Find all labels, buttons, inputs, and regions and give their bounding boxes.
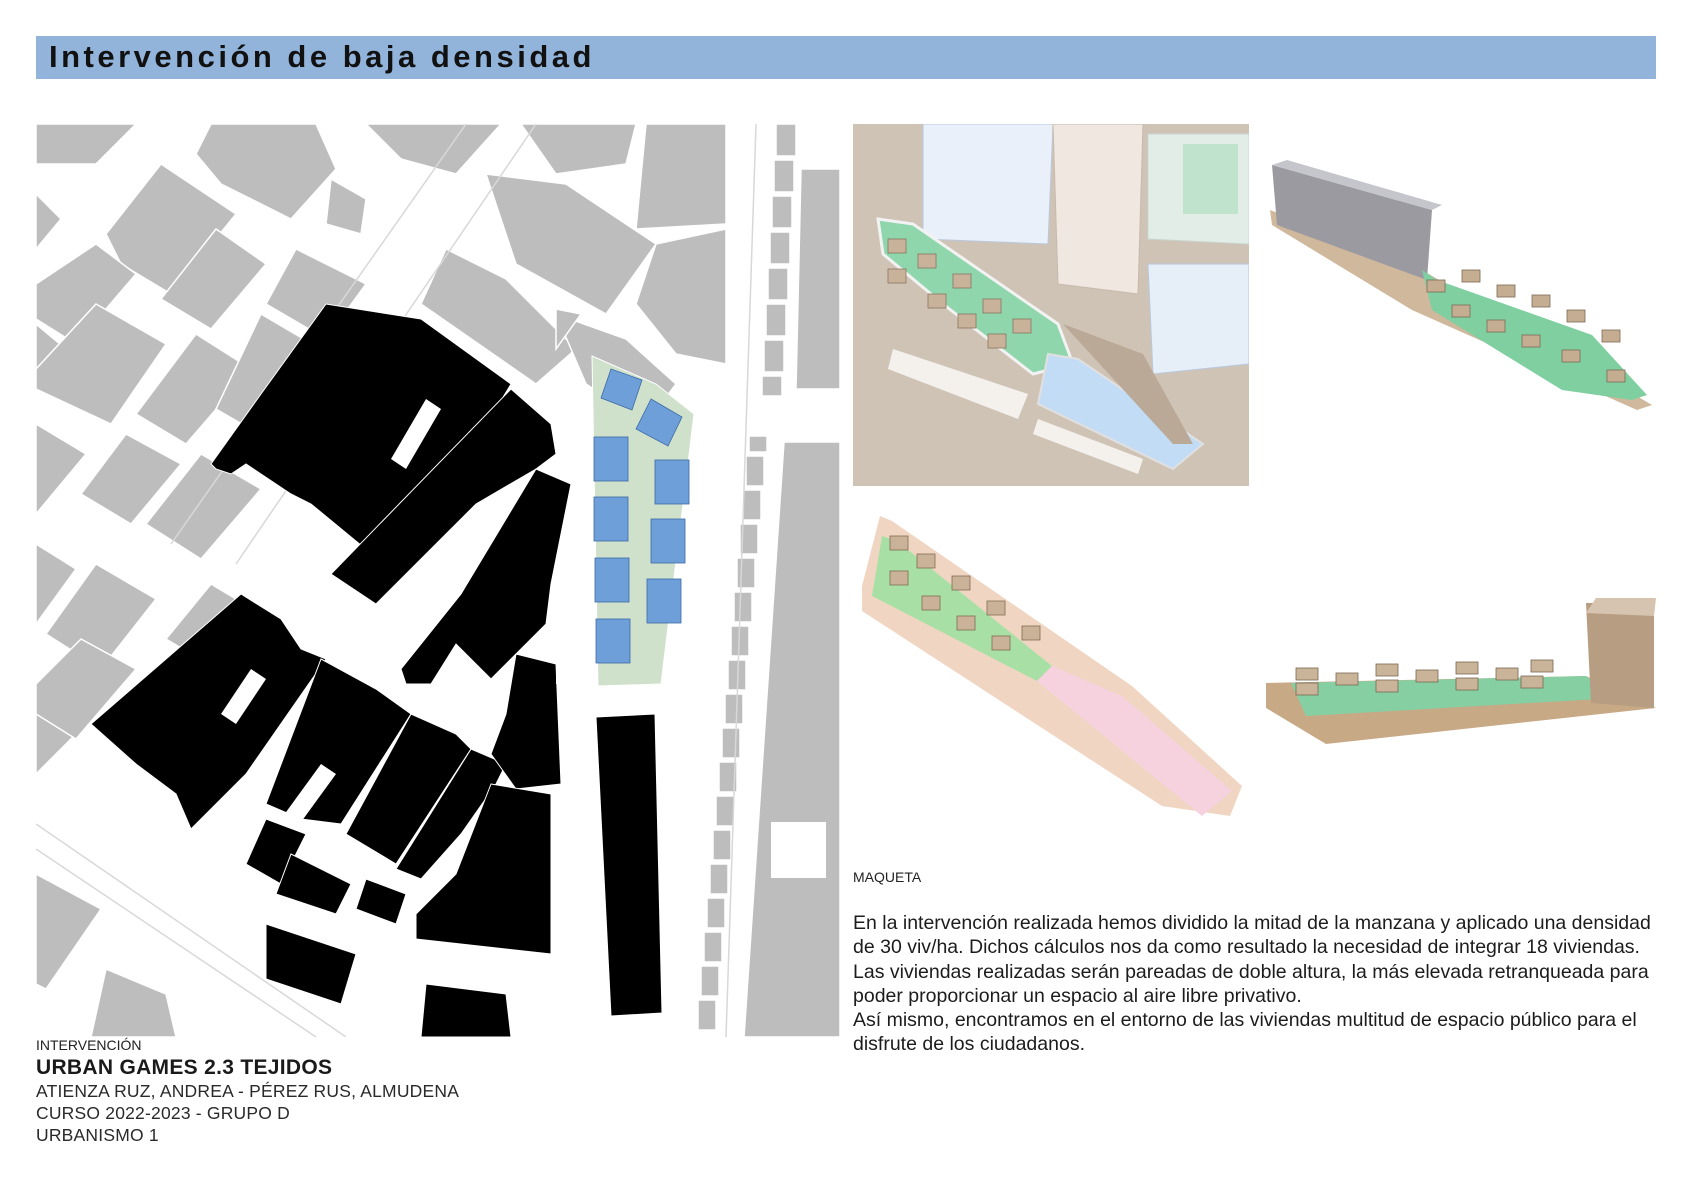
page-title: Intervención de baja densidad <box>49 39 595 74</box>
section-label: INTERVENCIÓN <box>36 1037 142 1053</box>
model-caption: MAQUETA <box>853 869 922 885</box>
title-bar <box>36 36 1656 79</box>
credits <box>36 1037 736 1146</box>
model-perspective-long <box>1262 160 1656 412</box>
project-title: URBAN GAMES 2.3 TEJIDOS <box>36 1056 333 1079</box>
site-plan <box>36 124 840 1037</box>
model-perspective-side <box>1266 598 1656 744</box>
model-top-view-angled <box>862 516 1242 832</box>
course: CURSO 2022-2023 - GRUPO D <box>36 1103 290 1123</box>
description-paragraph: Las viviendas realizadas serán pareadas de doble altura, la más elevada retranqueada para poder proporcionar un espacio al aire libre privativo. <box>853 960 1649 1007</box>
description-paragraph: En la intervención realizada hemos dividido la mitad de la manzana y aplicado una densidad de 30 viv/ha. Dichos cálculos nos da como resultado la necesidad de integrar 18 viviendas. <box>853 912 1651 959</box>
authors: ATIENZA RUZ, ANDREA - PÉREZ RUS, ALMUDENA <box>36 1081 460 1101</box>
description-paragraph: Así mismo, encontramos en el entorno de las viviendas multitud de espacio público para el disfrute de los ciudadanos. <box>853 1009 1637 1056</box>
model-top-view <box>853 124 1249 486</box>
subject: URBANISMO 1 <box>36 1125 159 1145</box>
description <box>853 911 1653 1057</box>
